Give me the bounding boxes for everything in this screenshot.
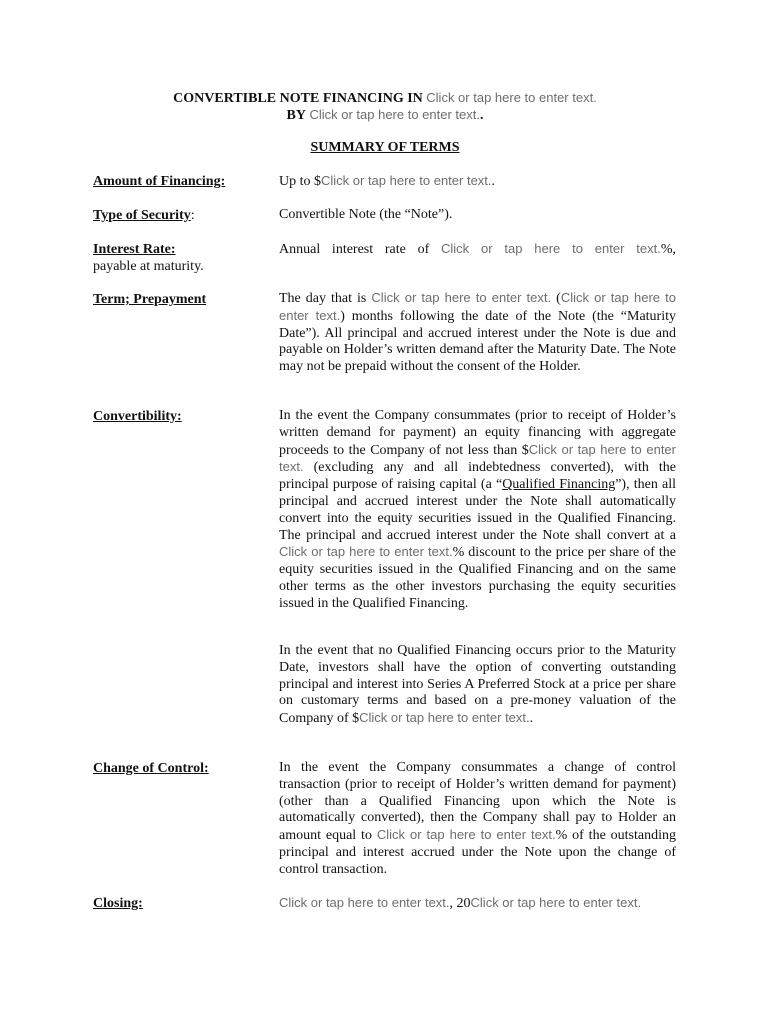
conv-a3: Qualified Financing [502, 477, 616, 493]
change-label [93, 760, 209, 777]
conv-a4: ”), then all principal and accrued interest under the Note shall automatically convert into the equity securities issued in the Qualified Financing. The principal and accrued interest under the Note shall convert at a [279, 477, 677, 543]
summary-title: SUMMARY OF TERMS [310, 140, 460, 155]
placeholder-field[interactable]: Click or tap here to enter text. [426, 90, 597, 105]
interest-label [93, 241, 204, 275]
amount-prefix: Up to $ [279, 174, 321, 189]
security-label-text: Type of Security [93, 208, 191, 223]
convertibility-label-text: Convertibility: [93, 409, 182, 424]
change-c1: In the event the Company consummates a change of control transaction (prior to receipt of Holder’s written demand for payment) (other than a Qualified Financing upon which the Note is automatically converted), then the Company shall pay to Holder an amount equal to [279, 760, 676, 844]
term-label-text: Term; Prepayment [93, 292, 207, 307]
interest-value [279, 241, 676, 259]
amount-value [279, 173, 676, 191]
conv-b2: . [529, 711, 534, 727]
interest-label-text: Interest Rate: [93, 242, 176, 257]
closing-label [93, 895, 143, 912]
convertibility-label [93, 408, 182, 425]
conv-a2: (excluding any and all indebtedness converted), with the principal purpose of raising capital (a “ [279, 460, 676, 493]
conv-b1: In the event that no Qualified Financing occurs prior to the Maturity Date, investors shall have the option of converting outstanding principal and interest into Series A Preferred Stock at a price per share on customary terms and based on a pre-money valuation of the Company of $ [279, 643, 676, 727]
security-label-colon: : [190, 208, 195, 223]
change-value [279, 760, 676, 879]
interest-suffix: %, [660, 242, 677, 257]
term-p2: ( [556, 291, 561, 306]
title-prefix: CONVERTIBLE NOTE FINANCING IN [173, 91, 423, 106]
placeholder-field[interactable]: Click or tap here to enter text. [309, 107, 480, 122]
placeholder-field[interactable]: Click or tap here to enter text. [321, 173, 492, 188]
title-period: . [479, 108, 484, 123]
placeholder-field[interactable]: Click or tap here to enter text. [440, 241, 661, 256]
placeholder-field[interactable]: Click or tap here to enter text. [279, 544, 453, 560]
placeholder-field[interactable]: Click or tap here to enter text. [279, 290, 677, 323]
interest-label-sub: payable at maturity. [93, 259, 204, 274]
conv-a1: In the event the Company consummates (prior to receipt of Holder’s written demand for payment) an equity financing with aggregate proceeds to the Company of not less than $ [279, 408, 676, 458]
doc-title-line1 [0, 89, 770, 107]
amount-label [93, 173, 225, 190]
placeholder-field[interactable]: Click or tap here to enter text. [279, 441, 676, 475]
amount-label-text: Amount of Financing: [93, 174, 226, 189]
term-label [93, 291, 206, 308]
term-p1: The day that is [279, 291, 367, 306]
title-by: BY [286, 108, 306, 123]
placeholder-field[interactable]: Click or tap here to enter text. [279, 895, 450, 910]
placeholder-field[interactable]: Click or tap here to enter text. [371, 290, 552, 305]
convertibility-para-2 [279, 643, 676, 728]
amount-suffix: . [491, 174, 496, 189]
convertibility-para-1 [279, 408, 676, 613]
term-p3: ) months following the date of the Note (the “Maturity Date”). All principal and accrued interest under the Note is due and payable on Holder’s written demand after the Maturity Date. The Note may not be prepaid without the consent of the Holder. [279, 308, 676, 375]
closing-value [279, 895, 676, 913]
closing-label-text: Closing: [93, 896, 143, 911]
security-label [93, 207, 195, 224]
change-c2: % of the outstanding principal and interest accrued under the Note upon the change of control transaction. [279, 828, 676, 877]
conv-a5: % discount to the price per share of the equity securities issued in the Qualified Financing and on the same other terms as the other investors purchasing the equity securities issued in the Qualified Financing. [279, 545, 676, 611]
change-label-text: Change of Control: [93, 761, 209, 776]
doc-title-line2 [0, 106, 770, 124]
term-value [279, 290, 676, 376]
security-value: Convertible Note (the “Note”). [279, 207, 453, 222]
placeholder-field[interactable]: Click or tap here to enter text. [376, 827, 556, 843]
interest-prefix: Annual interest rate of [279, 242, 430, 257]
placeholder-field[interactable]: Click or tap here to enter text. [470, 895, 642, 910]
closing-mid: , 20 [449, 896, 471, 911]
placeholder-field[interactable]: Click or tap here to enter text. [359, 710, 530, 726]
